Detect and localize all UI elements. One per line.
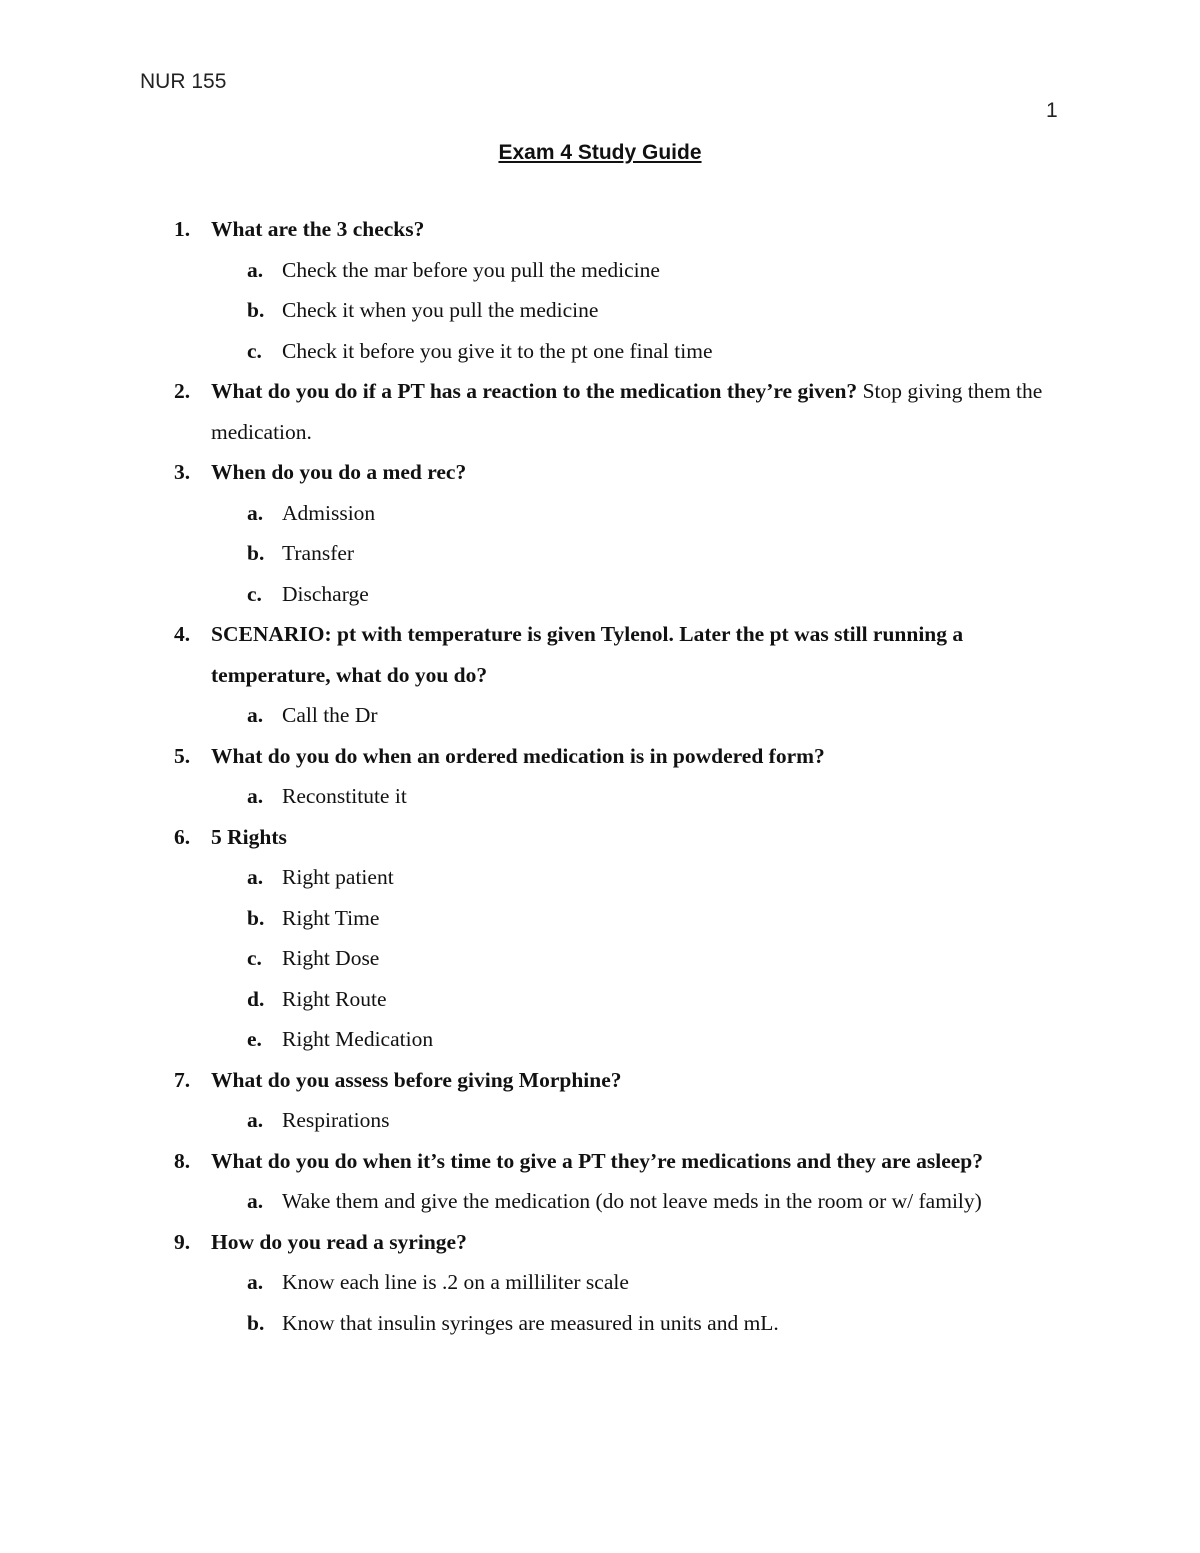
answer-letter: a. bbox=[247, 865, 264, 889]
answer-item bbox=[0, 1019, 1200, 1060]
answer-text: Check it before you give it to the pt one final time bbox=[282, 338, 713, 363]
question-number: 9. bbox=[174, 1229, 191, 1254]
answer-letter: b. bbox=[247, 541, 265, 565]
inline-answer: Stop giving them the medication. bbox=[211, 379, 1043, 444]
question-text: What are the 3 checks? bbox=[211, 217, 425, 241]
answer-item bbox=[0, 331, 1200, 372]
question-number: 4. bbox=[174, 622, 191, 646]
question-item bbox=[0, 1141, 1111, 1182]
answer-text: Admission bbox=[282, 500, 376, 525]
question-item bbox=[0, 452, 1061, 493]
page-number: 1 bbox=[1046, 99, 1058, 122]
answer-letter: d. bbox=[247, 986, 265, 1011]
answer-item bbox=[0, 979, 1200, 1020]
answer-text: Call the Dr bbox=[282, 703, 378, 727]
question-number: 3. bbox=[174, 460, 191, 484]
answer-item bbox=[0, 1303, 1200, 1344]
answer-item bbox=[0, 898, 1200, 939]
question-text: What do you do when an ordered medication is in powdered form? bbox=[211, 743, 825, 768]
question-text: SCENARIO: pt with temperature is given Tylenol. Later the pt was still running a temperature, what do you do? bbox=[211, 622, 964, 687]
answer-text: Right patient bbox=[282, 865, 394, 889]
answer-item bbox=[0, 857, 1200, 898]
question-text: When do you do a med rec? bbox=[211, 460, 467, 484]
answer-item bbox=[0, 493, 1200, 534]
answer-letter: a. bbox=[247, 257, 264, 282]
question-number: 6. bbox=[174, 824, 191, 849]
answer-text: Right Time bbox=[282, 905, 380, 930]
answer-letter: b. bbox=[247, 905, 265, 930]
answer-text: Check it when you pull the medicine bbox=[282, 298, 599, 322]
answer-letter: e. bbox=[247, 1027, 262, 1051]
answer-letter: c. bbox=[247, 581, 262, 606]
answer-item bbox=[0, 533, 1200, 574]
answer-text: Right Medication bbox=[282, 1027, 434, 1051]
answer-item bbox=[0, 938, 1200, 979]
answer-text: Reconstitute it bbox=[282, 784, 407, 808]
answer-text: Right Dose bbox=[282, 946, 380, 970]
answer-letter: b. bbox=[247, 1310, 265, 1335]
question-text: What do you do when it’s time to give a PT they’re medications and they are asleep? bbox=[211, 1148, 983, 1173]
answer-item bbox=[0, 776, 1200, 817]
answer-text: Transfer bbox=[282, 541, 355, 565]
answer-text: Right Route bbox=[282, 986, 387, 1011]
answer-letter: a. bbox=[247, 784, 264, 808]
question-item bbox=[0, 209, 1061, 250]
answer-text: Know each line is .2 on a milliliter scale bbox=[282, 1270, 629, 1294]
course-header: NUR 155 bbox=[140, 70, 227, 93]
answer-text: Wake them and give the medication (do not leave meds in the room or w/ family) bbox=[282, 1189, 982, 1213]
answer-item bbox=[0, 250, 1200, 291]
question-number: 8. bbox=[174, 1148, 191, 1173]
question-text: What do you assess before giving Morphine? bbox=[211, 1067, 622, 1092]
answer-letter: c. bbox=[247, 338, 262, 363]
answer-letter: a. bbox=[247, 703, 264, 727]
answer-letter: a. bbox=[247, 1189, 264, 1213]
answer-text: Discharge bbox=[282, 581, 369, 606]
answer-item bbox=[0, 695, 1200, 736]
question-number: 5. bbox=[174, 743, 191, 768]
question-number: 7. bbox=[174, 1067, 191, 1092]
question-list bbox=[0, 209, 1200, 1343]
question-number: 1. bbox=[174, 217, 191, 241]
answer-letter: a. bbox=[247, 1270, 264, 1294]
answer-item bbox=[0, 1262, 1200, 1303]
answer-letter: a. bbox=[247, 1108, 264, 1132]
answer-letter: c. bbox=[247, 946, 262, 970]
answer-letter: a. bbox=[247, 500, 264, 525]
answer-text: Respirations bbox=[282, 1108, 390, 1132]
answer-item bbox=[0, 290, 1200, 331]
question-item bbox=[0, 371, 1061, 452]
answer-item bbox=[0, 1181, 1200, 1222]
question-item bbox=[0, 1060, 1061, 1101]
question-item bbox=[0, 1222, 1061, 1263]
question-item bbox=[0, 817, 1061, 858]
answer-item bbox=[0, 574, 1200, 615]
answer-item bbox=[0, 1100, 1200, 1141]
question-number: 2. bbox=[174, 379, 191, 403]
answer-letter: b. bbox=[247, 298, 265, 322]
answer-text: Know that insulin syringes are measured in units and mL. bbox=[282, 1310, 779, 1335]
question-text: How do you read a syringe? bbox=[211, 1229, 467, 1254]
question-item bbox=[0, 736, 1061, 777]
answer-text: Check the mar before you pull the medicine bbox=[282, 257, 660, 282]
document-title: Exam 4 Study Guide bbox=[498, 141, 702, 164]
question-item bbox=[0, 614, 1061, 695]
question-text: What do you do if a PT has a reaction to the medication they’re given? bbox=[211, 379, 858, 403]
question-text: 5 Rights bbox=[211, 824, 287, 849]
